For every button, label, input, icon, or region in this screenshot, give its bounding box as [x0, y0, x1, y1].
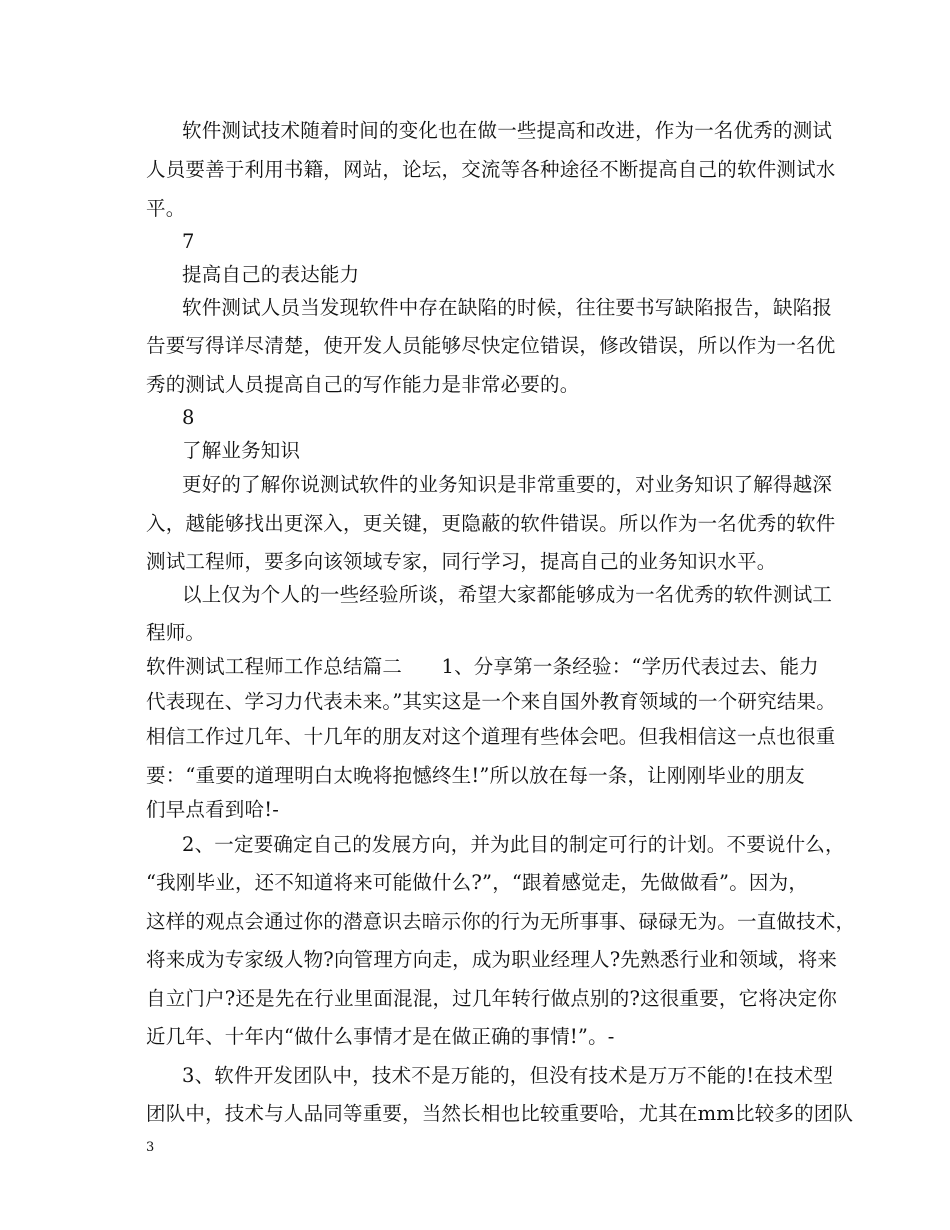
section-heading: 了解业务知识	[182, 439, 301, 462]
text-line: 自立门户?还是先在行业里面混混，过几年转行做点别的?这很重要，它将决定你	[146, 987, 838, 1010]
text-line: 人员要善于利用书籍，网站，论坛，交流等各种途径不断提高自己的软件测试水	[146, 158, 836, 181]
text-line: 更好的了解你说测试软件的业务知识是非常重要的，对业务知识了解得越深	[182, 473, 833, 496]
section-number: 8	[182, 406, 195, 429]
text-line: 以上仅为个人的一些经验所谈，希望大家都能够成为一名优秀的软件测试工	[182, 583, 833, 606]
text-line: 将来成为专家级人物?向管理方向走，成为职业经理人?先熟悉行业和领域，将来	[146, 948, 838, 971]
section-heading: 提高自己的表达能力	[182, 263, 360, 286]
text-line: 代表现在、学习力代表未来。”其实这是一个来自国外教育领域的一个研究结果。	[146, 690, 836, 713]
text-line: “我刚毕业，还不知道将来可能做什么?”，“跟着感觉走，先做做看”。因为，	[146, 871, 809, 894]
text-line: 团队中，技术与人品同等重要，当然长相也比较重要哈，尤其在mm比较多的团队	[146, 1102, 854, 1125]
text-line: 入，越能够找出更深入，更关键，更隐蔽的软件错误。所以作为一名优秀的软件	[146, 512, 836, 535]
text-line: 告要写得详尽清楚，使开发人员能够尽快定位错误，修改错误，所以作为一名优	[146, 334, 836, 357]
text-line: 平。	[146, 197, 186, 220]
text-line: 软件测试技术随着时间的变化也在做一些提高和改进，作为一名优秀的测试	[182, 119, 833, 142]
text-line: 近几年、十年内“做什么事情才是在做正确的事情!”。-	[146, 1025, 615, 1048]
text-line: 测试工程师，要多向该领域专家，同行学习，提高自己的业务知识水平。	[146, 550, 777, 573]
text-line: 程师。	[146, 621, 206, 644]
text-line: 这样的观点会通过你的潜意识去暗示你的行为无所事事、碌碌无为。一直做技术，	[146, 910, 856, 933]
text-line: 相信工作过几年、十几年的朋友对这个道理有些体会吧。但我相信这一点也很重	[146, 725, 836, 748]
article-heading-line: 软件测试工程师工作总结篇二 1、分享第一条经验：“学历代表过去、能力	[146, 655, 819, 678]
text-line: 们早点看到哈!-	[146, 798, 280, 821]
text-line: 秀的测试人员提高自己的写作能力是非常必要的。	[146, 373, 580, 396]
page-number: 3	[146, 1140, 155, 1155]
text-line: 要：“重要的道理明白太晚将抱憾终生!”所以放在每一条，让刚刚毕业的朋友	[146, 764, 805, 787]
text-line: 2、一定要确定自己的发展方向，并为此目的制定可行的计划。不要说什么，	[182, 833, 845, 856]
text-line: 3、软件开发团队中，技术不是万能的，但没有技术是万万不能的!在技术型	[182, 1064, 834, 1087]
text-line: 软件测试人员当发现软件中存在缺陷的时候，往往要书写缺陷报告，缺陷报	[182, 296, 833, 319]
section-number: 7	[182, 230, 195, 253]
